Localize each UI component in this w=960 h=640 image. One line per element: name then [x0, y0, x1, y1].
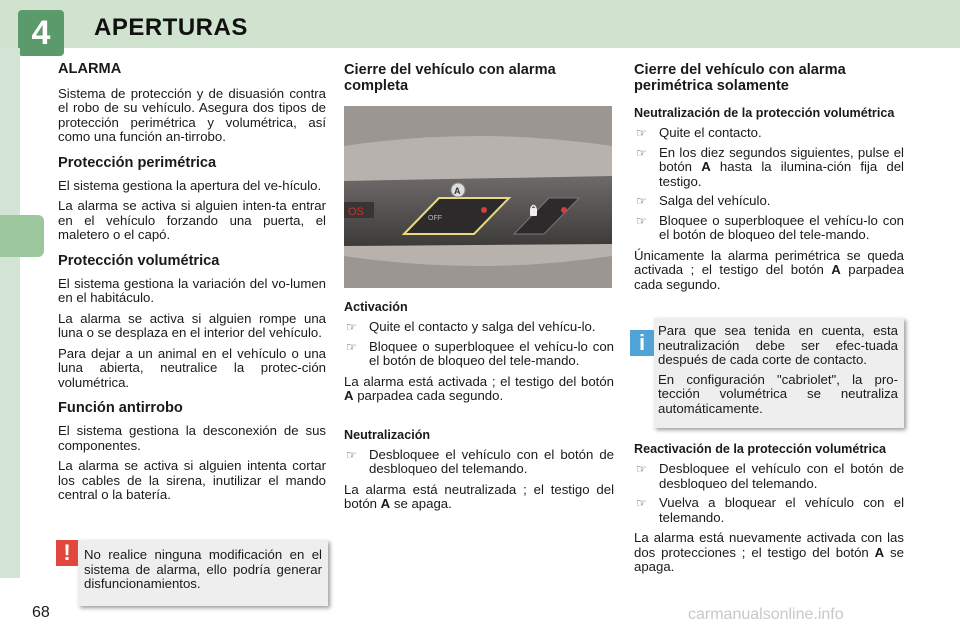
- alarma-text: Sistema de protección y de disuasión contra el robo de su vehículo. Asegura dos tipos de protección perimétrica y volumétrica, así como una función an-tirrobo.: [58, 85, 326, 144]
- exclamation-icon: !: [56, 540, 78, 566]
- neutralizacion-volumetrica-note: Únicamente la alarma perimétrica se queda activada ; el testigo del botón A parpadea cada segundo.: [634, 247, 904, 292]
- antirrobo-p2: La alarma se activa si alguien intenta cortar los cables de la sirena, inutilizar el mando central o la batería.: [58, 458, 326, 502]
- list-item: ☞ Vuelva a bloquear el vehículo con el telemando.: [636, 495, 904, 525]
- neutralizacion-list: [344, 448, 614, 477]
- volumetrica-p2: La alarma se activa si alguien rompe una luna o se desplaza en el interior del vehículo.: [58, 310, 326, 340]
- button-a-label: A: [454, 186, 461, 196]
- info-p1: Para que sea tenida en cuenta, esta neutralización debe ser efec-tuada después de cada corte de contacto.: [658, 323, 898, 367]
- pointing-hand-icon: ☞: [346, 339, 357, 354]
- section-title-perimetrica: Protección perimétrica: [58, 154, 217, 171]
- pointing-hand-icon: ☞: [636, 213, 647, 228]
- column-reactivacion: [634, 442, 904, 581]
- section-title-volumetrica: Protección volumétrica: [58, 252, 220, 269]
- pointing-hand-icon: ☞: [346, 447, 357, 462]
- column-alarma-completa: [344, 62, 614, 518]
- page-number: 68: [32, 604, 50, 621]
- section-title-completa: Cierre del vehículo con alarma completa: [344, 62, 556, 94]
- neutralizacion-volumetrica-list: [634, 126, 904, 243]
- list-item: ☞ Desbloquee el vehículo con el botón de desbloqueo del telemando.: [636, 461, 904, 491]
- column-alarma-perimetrica: [634, 62, 904, 298]
- list-item: ☞ Salga del vehículo.: [636, 193, 771, 208]
- reactivacion-note: La alarma está nuevamente activada con las dos protecciones ; el testigo del botón A se apaga.: [634, 530, 904, 574]
- volumetrica-p3: Para dejar a un animal en el vehículo o una luna abierta, neutralice la protec-ción volumétrica.: [58, 345, 326, 390]
- list-item: ☞ Quite el contacto y salga del vehícu-lo.: [346, 319, 596, 334]
- chapter-tab: [0, 215, 44, 257]
- list-item: ☞ Quite el contacto.: [636, 125, 762, 140]
- volumetrica-p1: El sistema gestiona la variación del vo-lumen en el habitáculo.: [58, 275, 326, 305]
- chapter-number: 4: [18, 10, 64, 56]
- lock-icon: [530, 208, 537, 216]
- list-item: ☞ Bloquee o superbloquee el vehícu-lo con el botón de bloqueo del tele-mando.: [636, 212, 904, 242]
- pointing-hand-icon: ☞: [346, 320, 357, 334]
- subsection-neutralizacion-volumetrica: Neutralización de la protección volumétrica: [634, 106, 895, 120]
- pointing-hand-icon: ☞: [636, 462, 647, 476]
- warning-text: No realice ninguna modificación en el sistema de alarma, ello podría generar disfuncionamientos.: [84, 547, 322, 591]
- button-off-label: OFF: [428, 215, 442, 222]
- list-item: ☞ En los diez segundos siguientes, pulse el botón A hasta la ilumina-ción fija del testigo.: [636, 144, 904, 189]
- warning-box: [78, 540, 328, 606]
- perimetrica-p2: La alarma se activa si alguien inten-ta entrar en el vehículo forzando una puerta, el maletero o el capó.: [58, 198, 326, 242]
- activacion-list: [344, 320, 614, 369]
- button-panel-illustration: [344, 106, 612, 288]
- info-p2: En configuración "cabriolet", la pro-tección volumétrica se neutraliza automáticamente.: [658, 371, 898, 416]
- subsection-reactivacion: Reactivación de la protección volumétrica: [634, 442, 886, 456]
- list-item: ☞ Bloquee o superbloquee el vehícu-lo con el botón de bloqueo del tele-mando.: [346, 338, 614, 368]
- section-title-antirrobo: Función antirrobo: [58, 400, 183, 416]
- neutralizacion-note: La alarma está neutralizada ; el testigo del botón A se apaga.: [344, 481, 614, 511]
- activacion-note: La alarma está activada ; el testigo del botón A parpadea cada segundo.: [344, 373, 614, 403]
- info-icon: i: [630, 330, 654, 356]
- pointing-hand-icon: ☞: [636, 126, 647, 140]
- pointing-hand-icon: ☞: [636, 145, 647, 160]
- section-title-perimetrica-solamente: Cierre del vehículo con alarma perimétrica solamente: [634, 62, 846, 94]
- list-item: ☞ Desbloquee el vehículo con el botón de desbloqueo del telemando.: [346, 446, 614, 476]
- page-title: APERTURAS: [94, 14, 248, 41]
- reactivacion-list: [634, 462, 904, 525]
- subsection-activacion: Activación: [344, 300, 408, 314]
- section-title-alarma: ALARMA: [58, 61, 122, 77]
- info-box: [654, 318, 904, 428]
- subsection-neutralizacion: Neutralización: [344, 427, 431, 442]
- left-rail: [0, 48, 20, 578]
- watermark: carmanualsonline.info: [688, 606, 844, 623]
- perimetrica-p1: El sistema gestiona la apertura del ve-hículo.: [58, 177, 322, 193]
- alarm-button-photo: [344, 106, 612, 288]
- pointing-hand-icon: ☞: [636, 194, 647, 208]
- column-alarma: [58, 62, 326, 509]
- antirrobo-p1: El sistema gestiona la desconexión de sus componentes.: [58, 423, 326, 453]
- panel-left-label: OS: [348, 206, 364, 218]
- pointing-hand-icon: ☞: [636, 496, 647, 510]
